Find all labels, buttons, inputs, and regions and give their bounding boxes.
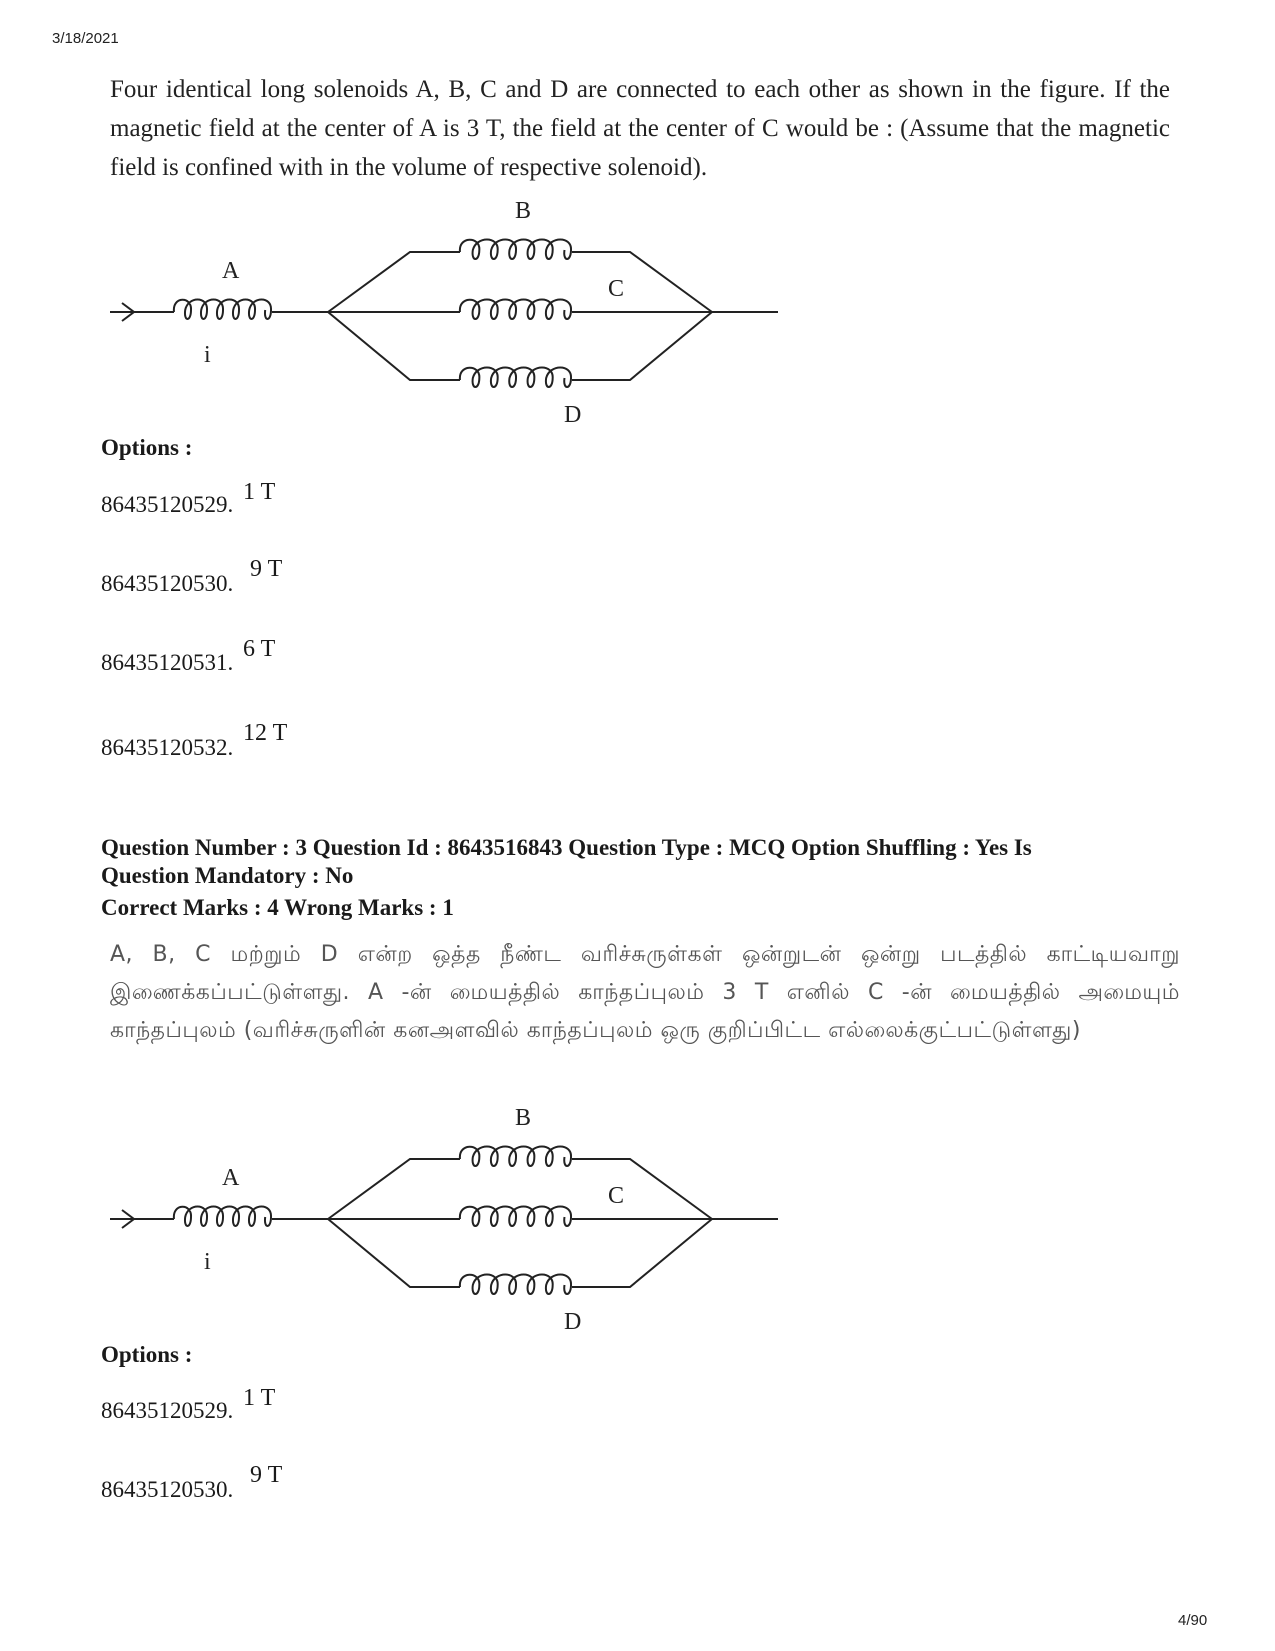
option-id: 86435120530. <box>101 571 234 596</box>
question-text: Four identical long solenoids A, B, C and D are connected to each other as shown in the figure. If the magnetic field at the center of A is 3 T, the field at the center of C would be : (Assume that the magnetic field is confined with in the volume of respective solenoid). <box>110 76 1170 181</box>
label-b: B <box>515 198 532 224</box>
options-label: Options : <box>101 435 193 460</box>
solenoid-a <box>174 300 271 320</box>
label-a: A <box>222 258 240 284</box>
solenoid-b <box>460 240 571 260</box>
branch-bottom-left <box>328 1219 460 1287</box>
label-d: D <box>564 402 582 428</box>
branch-top-right <box>572 252 712 312</box>
option-value: 9 T <box>250 1462 283 1488</box>
option-value: 1 T <box>243 1385 276 1411</box>
question-meta-line1: Question Number : 3 Question Id : 8643516843 Question Type : MCQ Option Shuffling : Yes Is <box>101 835 1032 860</box>
option-id: 86435120530. <box>101 1477 234 1502</box>
page-number: 4/90 <box>1178 1612 1208 1629</box>
question-meta-line2: Question Mandatory : No <box>101 863 354 888</box>
label-c: C <box>608 1183 625 1209</box>
branch-bottom-right <box>572 1219 712 1287</box>
label-i: i <box>204 342 211 368</box>
question-meta <box>101 834 1201 890</box>
solenoid-circuit-figure <box>100 1097 800 1347</box>
solenoid-c <box>460 300 571 320</box>
options-label: Options : <box>101 1342 193 1367</box>
option-value: 1 T <box>243 479 276 505</box>
print-date: 3/18/2021 <box>52 30 119 47</box>
label-d: D <box>564 1309 582 1335</box>
label-b: B <box>515 1105 532 1131</box>
solenoid-b <box>460 1147 571 1167</box>
solenoid-c <box>460 1207 571 1227</box>
solenoid-d <box>460 368 571 388</box>
branch-top-right <box>572 1159 712 1219</box>
question-marks: Correct Marks : 4 Wrong Marks : 1 <box>101 895 454 920</box>
solenoid-d <box>460 1275 571 1295</box>
branch-bottom-right <box>572 312 712 380</box>
label-a: A <box>222 1165 240 1191</box>
branch-bottom-left <box>328 312 460 380</box>
branch-top-left <box>328 1159 460 1219</box>
option-id: 86435120529. <box>101 492 234 517</box>
option-value: 9 T <box>250 556 283 582</box>
option-id: 86435120531. <box>101 650 234 675</box>
branch-top-left <box>328 252 460 312</box>
option-value: 6 T <box>243 636 276 662</box>
option-id: 86435120529. <box>101 1398 234 1423</box>
label-c: C <box>608 276 625 302</box>
solenoid-circuit-figure <box>100 190 800 440</box>
option-value: 12 T <box>243 720 288 746</box>
question-text-tamil: A, B, C மற்றும் D என்ற ஒத்த நீண்ட வரிச்சுருள்கள் ஒன்றுடன் ஒன்று படத்தில் காட்டியவாறு இணைக்கப்பட்டுள்ளது. A -ன் மையத்தில் காந்தப்புலம் 3 T எனில் C -ன் மையத்தில் அமையும் காந்தப்புலம் (வரிச்சுருளின் கனஅளவில் காந்தப்புலம் ஒரு குறிப்பிட்ட எல்லைக்குட்பட்டுள்ளது) <box>110 942 1180 1043</box>
option-id: 86435120532. <box>101 735 234 760</box>
solenoid-a <box>174 1207 271 1227</box>
label-i: i <box>204 1249 211 1275</box>
